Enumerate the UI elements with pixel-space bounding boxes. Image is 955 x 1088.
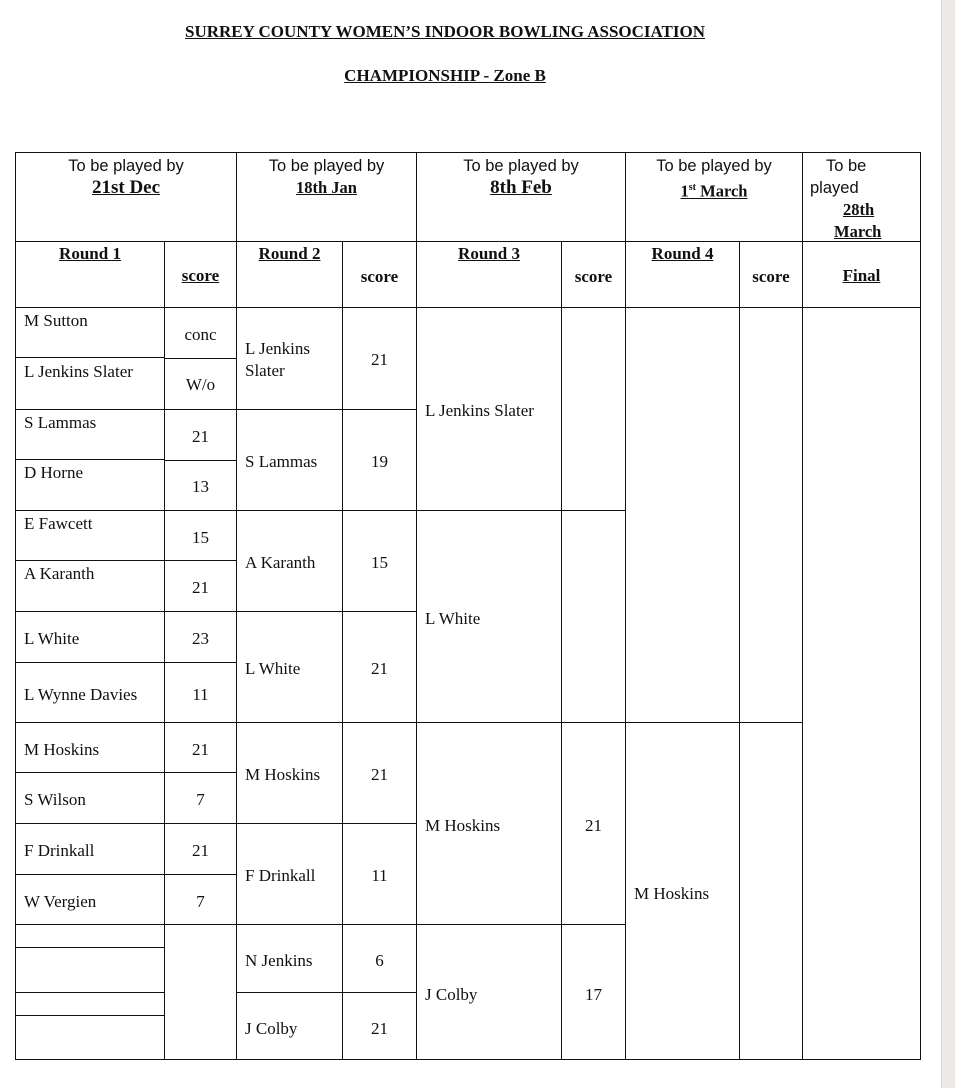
round1-score: W/o bbox=[185, 375, 216, 394]
deadline-round3-date: 8th Feb bbox=[490, 177, 552, 198]
round2-player: J Colby bbox=[245, 1019, 298, 1038]
round1-player: D Horne bbox=[24, 463, 84, 482]
round3-player: M Hoskins bbox=[425, 816, 501, 835]
round1-player: M Sutton bbox=[24, 311, 88, 330]
deadline-round3: To be played by 8th Feb bbox=[417, 155, 625, 199]
round3-player: L White bbox=[425, 609, 481, 628]
round1-score: 13 bbox=[192, 477, 209, 496]
round1-player: S Wilson bbox=[24, 790, 86, 809]
round2-score: 21 bbox=[371, 350, 388, 369]
round1-score: 7 bbox=[196, 790, 205, 809]
header-final: Final bbox=[842, 266, 881, 285]
document-subtitle: CHAMPIONSHIP - Zone B bbox=[344, 66, 546, 85]
header-round2-score: score bbox=[360, 267, 399, 286]
round3-score: 21 bbox=[585, 816, 602, 835]
round2-score: 21 bbox=[371, 659, 388, 678]
round1-player: S Lammas bbox=[24, 413, 97, 432]
round1-score: 21 bbox=[192, 841, 209, 860]
round1-score: 23 bbox=[192, 629, 209, 648]
scrollbar[interactable] bbox=[941, 0, 955, 1088]
round2-score: 19 bbox=[371, 452, 388, 471]
round1-score: 21 bbox=[192, 740, 209, 759]
round1-score: 11 bbox=[192, 685, 209, 704]
round2-player: S Lammas bbox=[245, 452, 318, 471]
deadline-round4-date: 1st March bbox=[680, 181, 748, 201]
round1-player: E Fawcett bbox=[24, 514, 93, 533]
round2-player: L Jenkins Slater bbox=[245, 339, 311, 380]
deadline-final: To be played 28th March bbox=[810, 157, 882, 241]
round2-player: F Drinkall bbox=[245, 866, 316, 885]
round3-score: 17 bbox=[585, 985, 602, 1004]
round2-player: N Jenkins bbox=[245, 951, 313, 970]
round1-score: 21 bbox=[192, 427, 209, 446]
round1-player: M Hoskins bbox=[24, 740, 100, 759]
deadline-round1: To be played by 21st Dec bbox=[16, 155, 236, 199]
round1-score: 7 bbox=[196, 892, 205, 911]
header-round4-score: score bbox=[752, 267, 790, 286]
header-round3: Round 3 bbox=[458, 244, 520, 263]
deadline-round1-date: 21st Dec bbox=[91, 177, 161, 198]
round2-score: 21 bbox=[371, 1019, 388, 1038]
round1-score: conc bbox=[184, 325, 217, 344]
round2-player: L White bbox=[245, 659, 301, 678]
round2-score: 15 bbox=[371, 553, 388, 572]
round1-player: A Karanth bbox=[24, 564, 95, 583]
round1-score: 21 bbox=[192, 578, 209, 597]
header-round1: Round 1 bbox=[59, 244, 121, 263]
round3-player: L Jenkins Slater bbox=[425, 401, 534, 420]
round1-player: L Wynne Davies bbox=[24, 685, 138, 704]
round2-score: 21 bbox=[371, 765, 388, 784]
round1-player: F Drinkall bbox=[24, 841, 95, 860]
round1-player: L White bbox=[24, 629, 80, 648]
round3-player: J Colby bbox=[425, 985, 478, 1004]
round2-score: 11 bbox=[371, 866, 388, 885]
header-round2: Round 2 bbox=[258, 244, 321, 263]
header-round3-score: score bbox=[574, 267, 613, 286]
round1-player: W Vergien bbox=[24, 892, 97, 911]
document-title: SURREY COUNTY WOMEN’S INDOOR BOWLING ASSOCIATION bbox=[185, 22, 705, 41]
round2-score: 6 bbox=[375, 951, 384, 970]
header-round1-score: score bbox=[181, 266, 220, 285]
deadline-round2: To be played by 18th Jan bbox=[237, 155, 416, 199]
round1-player: L Jenkins Slater bbox=[24, 362, 133, 381]
deadline-round4: To be played by 1st March bbox=[626, 155, 802, 203]
round2-player: A Karanth bbox=[245, 553, 316, 572]
deadline-round2-date: 18th Jan bbox=[296, 178, 357, 197]
round2-player: M Hoskins bbox=[245, 765, 321, 784]
header-round4: Round 4 bbox=[651, 244, 714, 263]
round4-player: M Hoskins bbox=[634, 884, 710, 903]
round1-score: 15 bbox=[192, 528, 209, 547]
